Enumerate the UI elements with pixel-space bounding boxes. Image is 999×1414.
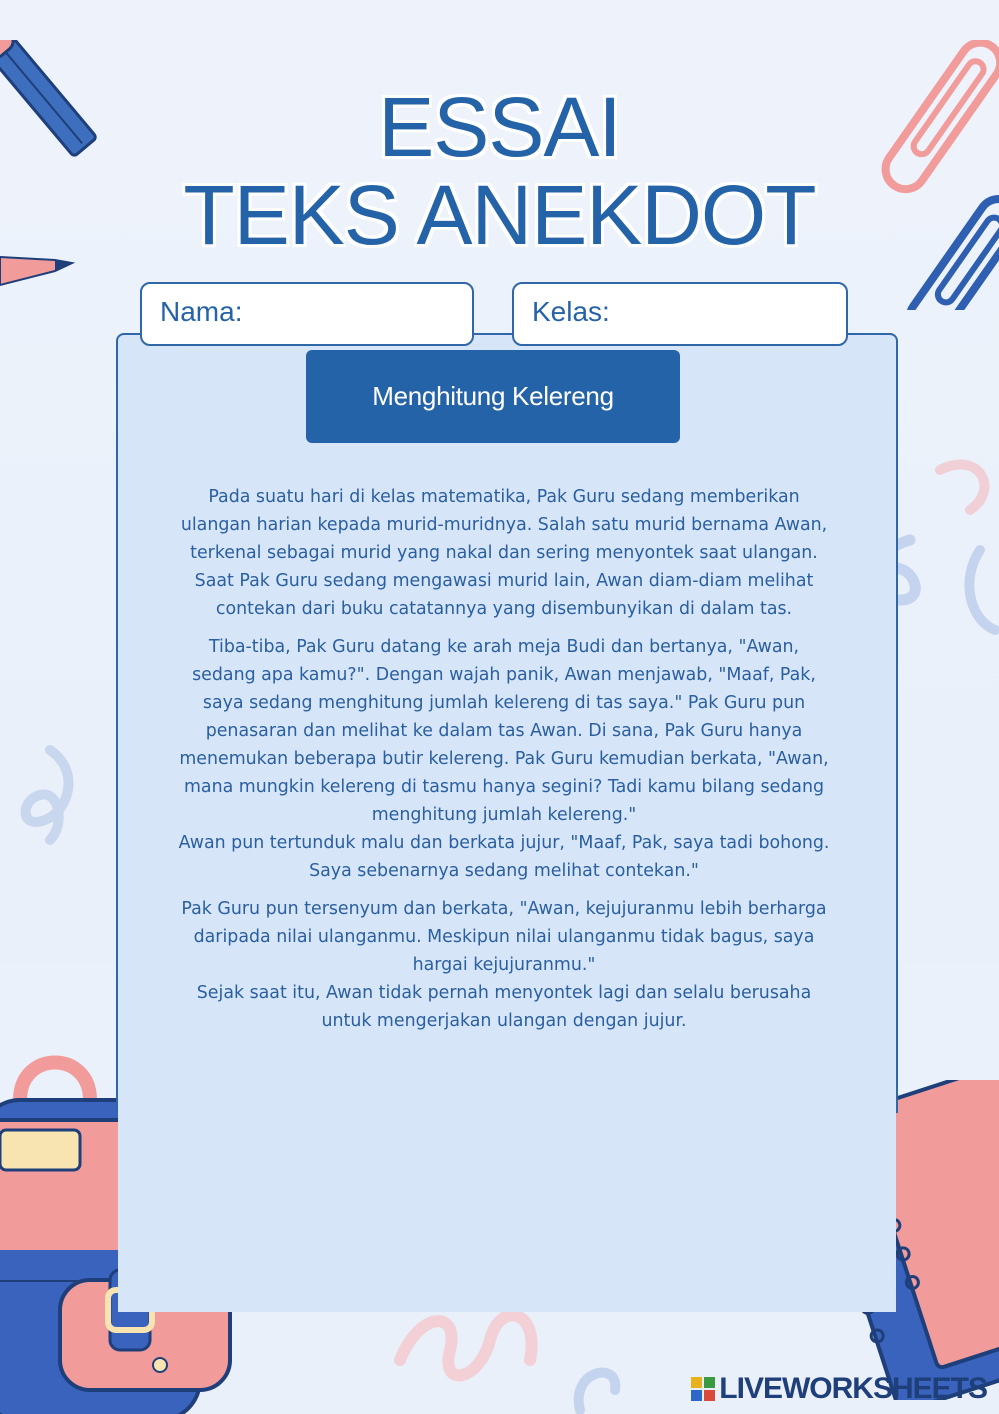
story-text [178, 483, 830, 1045]
squiggle-icon [560, 1350, 640, 1414]
name-field[interactable] [140, 282, 474, 346]
story-card-lower [118, 1110, 896, 1312]
page-title-line1: ESSAI [378, 80, 621, 174]
page-title-line2: TEKS ANEKDOT [183, 168, 816, 262]
class-field[interactable] [512, 282, 848, 346]
story-title: Menghitung Kelereng [372, 381, 614, 411]
story-paragraph: Tiba-tiba, Pak Guru datang ke arah meja Budi dan bertanya, "Awan, sedang apa kamu?". Dengan wajah panik, Awan menjawab, "Maaf, Pak, saya sedang menghitung jumlah kelereng di tas saya." Pak Guru pun penasaran dan melihat ke dalam tas Awan. Di sana, Pak Guru hanya menemukan beberapa butir kelereng. Pak Guru kemudian berkata, "Awan, mana mungkin kelereng di tasmu hanya segini? Tadi kamu bilang sedang menghitung jumlah kelereng." Awan pun tertunduk malu dan berkata jujur, "Maaf, Pak, saya tadi bohong. Saya sebenarnya sedang melihat contekan." [178, 637, 830, 881]
logo-mark-icon [691, 1377, 715, 1401]
story-paragraph: Pak Guru pun tersenyum dan berkata, "Awan, kejujuranmu lebih berharga daripada nilai ulanganmu. Meskipun nilai ulanganmu tidak bagus, saya hargai kejujuranmu." Sejak saat itu, Awan tidak pernah menyontek lagi dan selalu berusaha untuk mengerjakan ulangan dengan jujur. [181, 899, 827, 1031]
story-paragraph: Pada suatu hari di kelas matematika, Pak Guru sedang memberikan ulangan harian kepada murid-muridnya. Salah satu murid bernama Awan, terkenal sebagai murid yang nakal dan sering menyontek saat ulangan. Saat Pak Guru sedang mengawasi murid lain, Awan diam-diam melihat contekan dari buku catatannya yang disembunyikan di dalam tas. [180, 487, 828, 619]
name-label: Nama: [160, 296, 243, 327]
logo-text: LIVEWORKSHEETS [719, 1372, 987, 1405]
squiggle-icon [10, 740, 90, 850]
liveworksheets-logo[interactable] [691, 1372, 987, 1406]
story-title-banner [306, 350, 680, 443]
class-label: Kelas: [532, 296, 610, 327]
